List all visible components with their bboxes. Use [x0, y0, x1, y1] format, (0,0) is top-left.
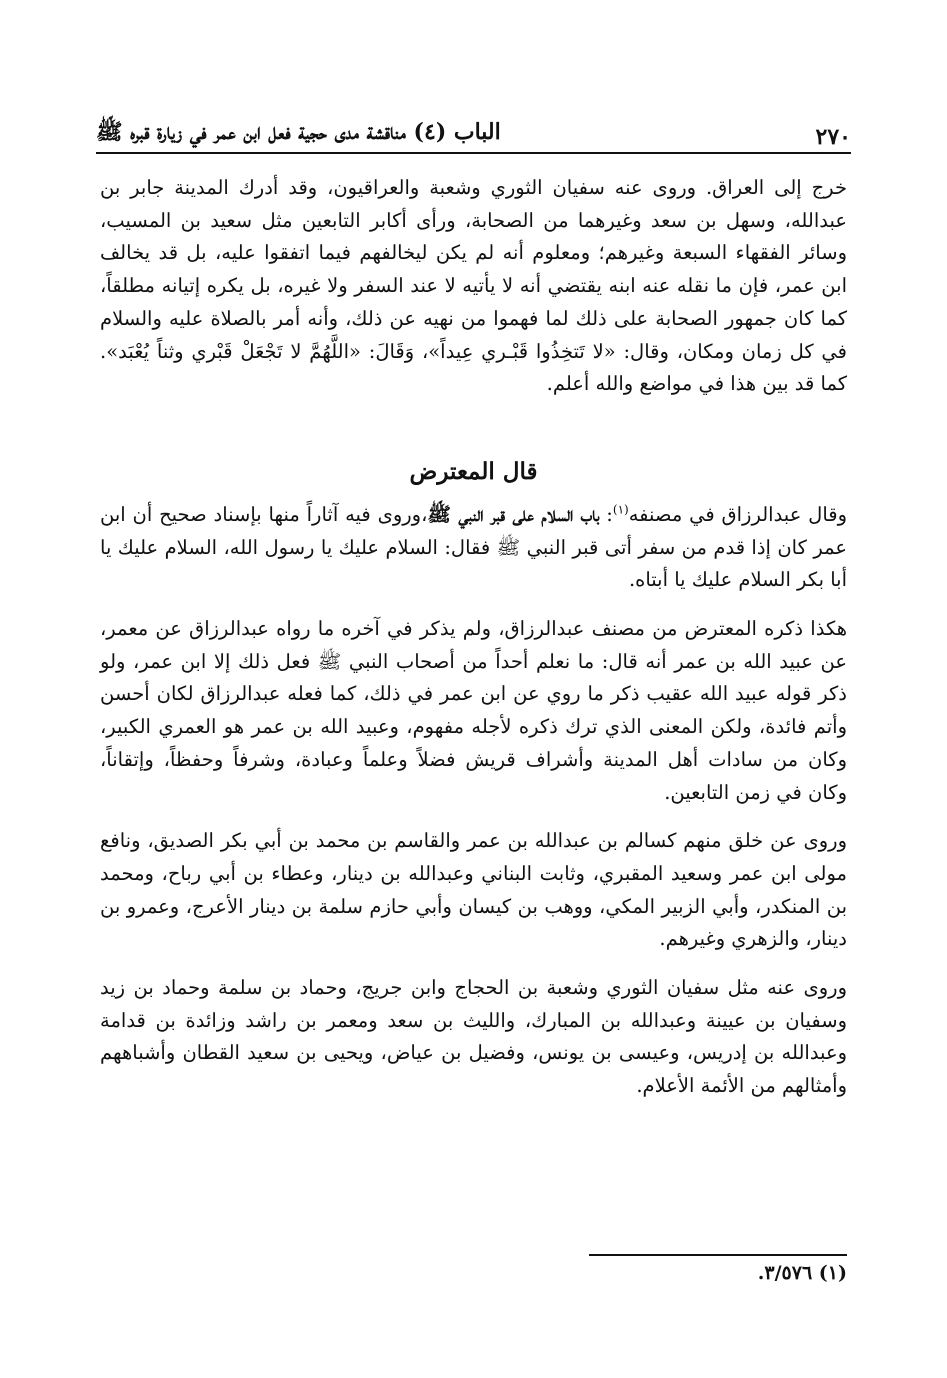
paragraph-3: هكذا ذكره المعترض من مصنف عبدالرزاق، ولم يذكر في آخره ما رواه عبدالرزاق عن معمر، عن عبيد الله بن عمر أنه قال: ما نعلم أحداً من أصحاب النبي ﷺ فعل ذلك إلا ابن عمر، ولو ذكر قوله عبيد الله عقيب ذكر ما روي عن ابن عمر في ذلك، كما فعله عبدالرزاق لكان أحسن وأتم فائدة، ولكن المعنى الذي ترك ذكره لأجله مفهوم، وعبيد الله بن عمر هو العمري الكبير، وكان من سادات أهل المدينة وأشراف قريش فضلاً وعلماً وعبادة، وشرفاً وحفظاً، وإتقاناً، وكان في زمن التابعين.: [100, 617, 847, 804]
paragraph-2-colon: :: [599, 502, 613, 526]
paragraph-5: وروى عنه مثل سفيان الثوري وشعبة بن الحجاج وابن جريج، وحماد بن سلمة وحماد بن زيد وسفيان بن عيينة وعبدالله بن المبارك، والليث بن سعد ومعمر بن راشد وزائدة بن قدامة وعبدالله بن إدريس، وعيسى بن يونس، وفضيل بن عياض، ويحيى بن سعيد القطان وأشباههم وأمثالهم من الأئمة الأعلام.: [100, 976, 847, 1098]
paragraph-4: وروى عن خلق منهم كسالم بن عبدالله بن عمر والقاسم بن محمد بن أبي بكر الصديق، ونافع مولى ابن عمر وسعيد المقبري، وثابت البناني وعبدالله بن دينار، وعطاء بن أبي رباح، ومحمد بن المنكدر، وأبي الزبير المكي، ووهب بن كيسان وأبي حازم سلمة بن دينار الأعرج، وعمرو بن دينار، والزهري وغيرهم.: [100, 829, 847, 951]
footnote: (١) ٣/٥٧٦.: [757, 1262, 847, 1284]
paragraph-2: [100, 499, 847, 597]
paragraph-1: خرج إلى العراق. وروى عنه سفيان الثوري وشعبة والعراقيون، وقد أدرك المدينة جابر بن عبدالله، وسهل بن سعد وغيرهما من الصحابة، ورأى أكابر التابعين مثل سعيد بن المسيب، وسائر الفقهاء السبعة وغيرهم؛ ومعلوم أنه لم يكن ليخالفهم فيما اتفقوا عليه، بل قد يخالف ابن عمر، فإن ما نقله عنه ابنه يقتضي أنه لا يأتيه لا عند السفر ولا غيره، بل يكره إتيانه مطلقاً، كما كان جمهور الصحابة على ذلك لما فهموا من نهيه عن ذلك، وأنه أمر بالصلاة عليه والسلام في كل زمان ومكان، وقال: «لا تَتخِذُوا قَبْـري عِيداً»، وَقَالَ: «اللَّهُمَّ لا تَجْعَلْ قَبْري وثناً يُعْبَد». كما قد بين هذا في مواضع والله أعلم.: [100, 176, 847, 396]
paragraph-2-start: وقال عبدالرزاق في مصنفه: [628, 502, 847, 526]
section-title: قال المعترض: [409, 457, 538, 485]
header-rule: [96, 152, 851, 154]
page-header: [96, 108, 851, 150]
page-body: [100, 172, 847, 1103]
footnote-reference: (١): [612, 502, 629, 517]
paragraph-2-rest: ،وروى فيه آثاراً منها بإسناد صحيح أن ابن عمر كان إذا قدم من سفر أتى قبر النبي ﷺ فقال: السلام عليك يا رسول الله، السلام عليك يا أبا بكر السلام عليك يا أبتاه.: [100, 502, 847, 592]
footnote-rule: [589, 1254, 847, 1256]
running-title: الباب (٤) مناقشة مدى حجية فعل ابن عمر في زيارة قبره ﷺ: [96, 119, 501, 145]
chapter-title-quote: باب السلام على قبر النبي ﷺ: [427, 502, 600, 526]
page-number: ٢٧٠: [815, 124, 851, 150]
